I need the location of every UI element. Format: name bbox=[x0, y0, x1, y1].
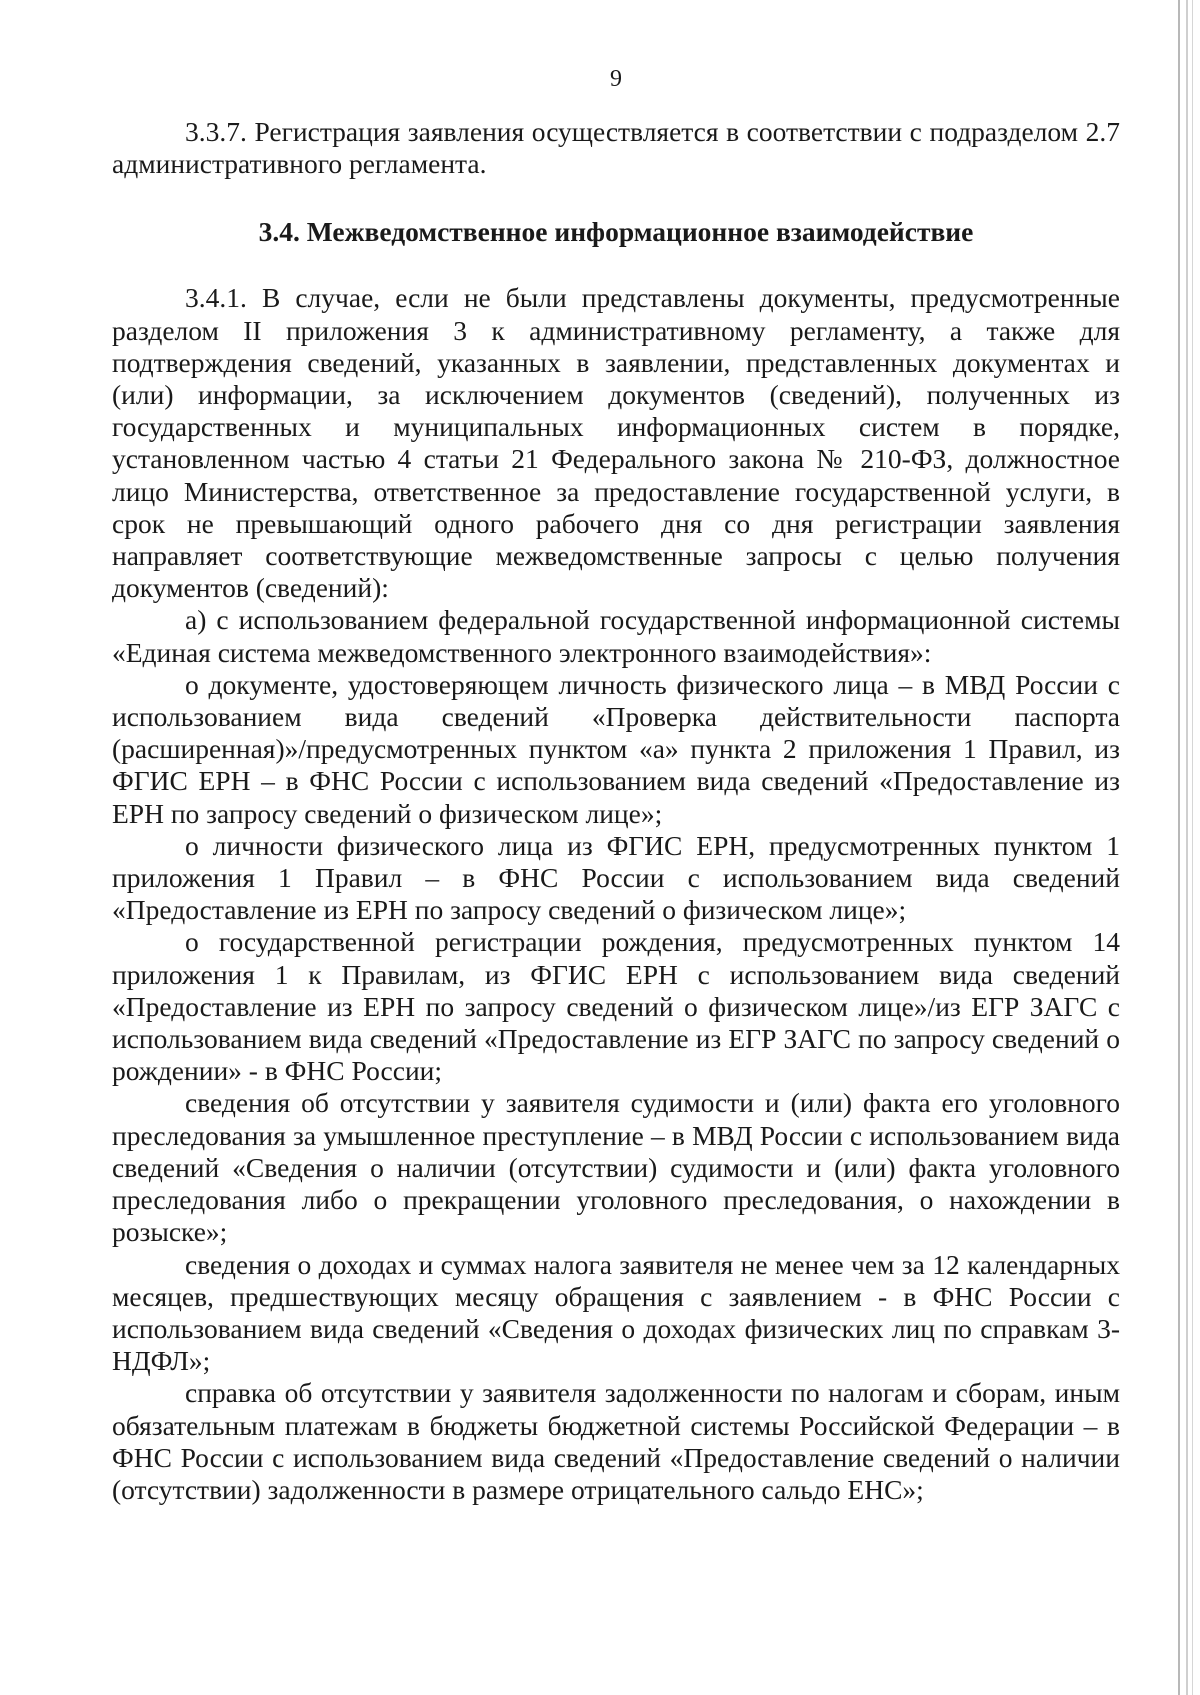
list-item-birth: о государственной регистрации рождения, предусмотренных пунктом 14 приложения 1 к Правилам, из ФГИС ЕРН с использованием вида сведений «Предоставление из ЕРН по запросу сведений о физическом лице»/из ЕГР ЗАГС с использованием вида сведений «Предоставление из ЕГР ЗАГС по запросу сведений о рождении» - в ФНС России; bbox=[112, 926, 1120, 1087]
page-edge-line bbox=[1178, 0, 1180, 1695]
list-item-person: о личности физического лица из ФГИС ЕРН, предусмотренных пунктом 1 приложения 1 Правил – в ФНС России с использованием вида сведений «Предоставление из ЕРН по запросу сведений о физическом лице»; bbox=[112, 829, 1120, 926]
paragraph-3-3-7: 3.3.7. Регистрация заявления осуществляется в соответствии с подразделом 2.7 административного регламента. bbox=[112, 116, 1120, 180]
list-item-income: сведения о доходах и суммах налога заявителя не менее чем за 12 календарных месяцев, предшествующих месяцу обращения с заявлением - в ФНС России с использованием вида сведений «Сведения о доходах физических лиц по справкам 3-НДФЛ»; bbox=[112, 1248, 1120, 1377]
list-item-identity-document: о документе, удостоверяющем личность физического лица – в МВД России с использованием вида сведений «Проверка действительности паспорта (расширенная)»/предусмотренных пунктом «а» пункта 2 приложения 1 Правил, из ФГИС ЕРН – в ФНС России с использованием вида сведений «Предоставление из ЕРН по запросу сведений о физическом лице»; bbox=[112, 668, 1120, 829]
paragraph-3-4-1: 3.4.1. В случае, если не были представлены документы, предусмотренные разделом II приложения 3 к административному регламенту, а также для подтверждения сведений, указанных в заявлении, представленных документах и (или) информации, за исключением документов (сведений), полученных из государственных и муниципальных информационных систем в порядке, установленном частью 4 статьи 21 Федерального закона № 210-ФЗ, должностное лицо Министерства, ответственное за предоставление государственной услуги, в срок не превышающий одного рабочего дня со дня регистрации заявления направляет соответствующие межведомственные запросы с целью получения документов (сведений): bbox=[112, 282, 1120, 604]
page-number: 9 bbox=[610, 66, 622, 92]
page-edge-line bbox=[1192, 0, 1193, 1695]
list-item-tax-debt: справка об отсутствии у заявителя задолженности по налогам и сборам, иным обязательным платежам в бюджеты бюджетной системы Российской Федерации – в ФНС России с использованием вида сведений «Предоставление сведений о наличии (отсутствии) задолженности в размере отрицательного сальдо ЕНС»; bbox=[112, 1377, 1120, 1505]
list-item-criminal-record: сведения об отсутствии у заявителя судимости и (или) факта его уголовного преследования за умышленное преступление – в МВД России с использованием вида сведений «Сведения о наличии (отсутствии) судимости и (или) факта уголовного преследования либо о прекращении уголовного преследования, о нахождении в розыске»; bbox=[112, 1087, 1120, 1248]
list-item-a: а) с использованием федеральной государственной информационной системы «Единая система межведомственного электронного взаимодействия»: bbox=[112, 604, 1120, 668]
page-edge-line bbox=[1186, 0, 1188, 1695]
section-heading: 3.4. Межведомственное информационное взаимодействие bbox=[258, 216, 974, 248]
document-body bbox=[112, 64, 1120, 1506]
